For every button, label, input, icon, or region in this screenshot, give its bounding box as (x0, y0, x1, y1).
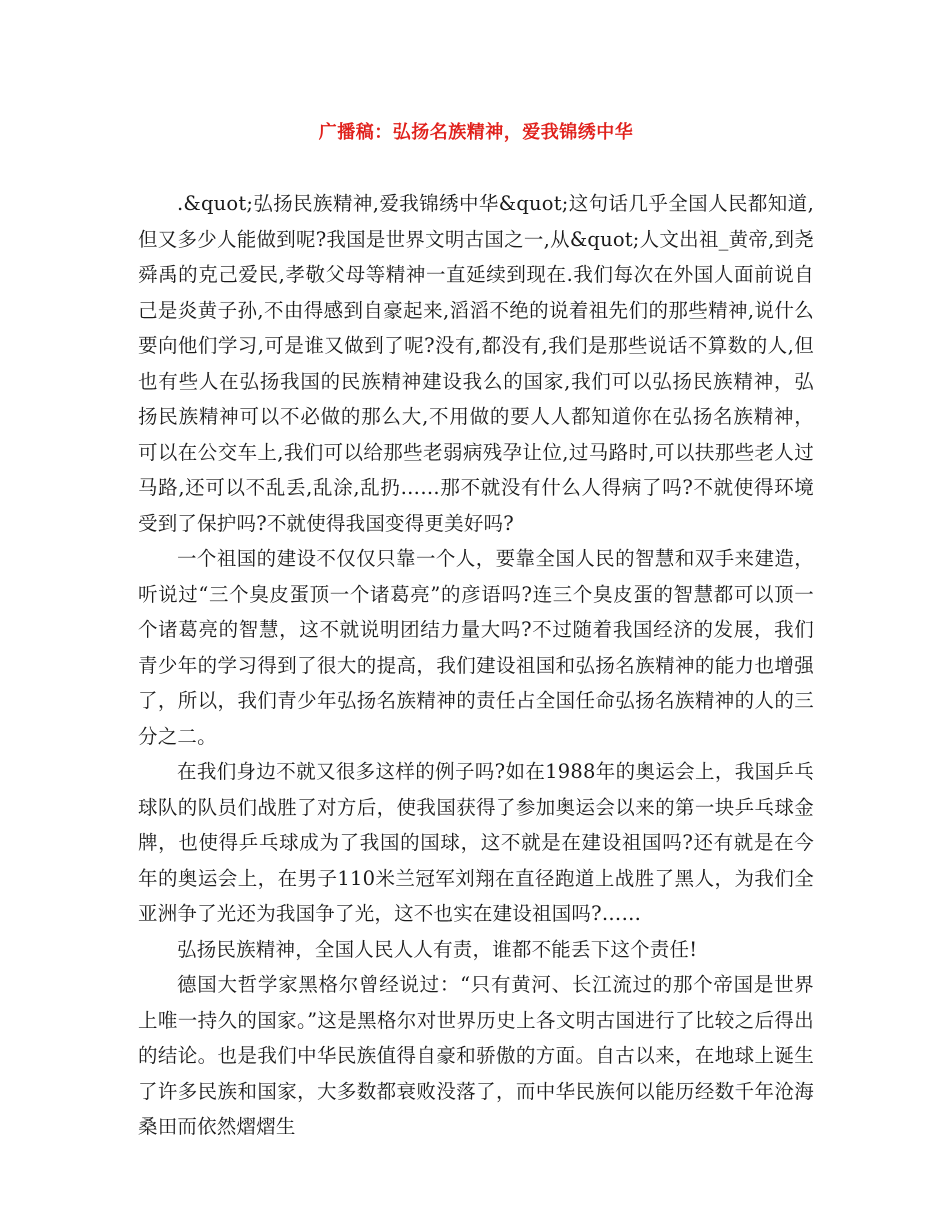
paragraph-3: 在我们身边不就又很多这样的例子吗?如在1988年的奥运会上，我国乒乓球队的队员们战胜了对方后，使我国获得了参加奥运会以来的第一块乒乓球金牌，也使得乒乓球成为了我国的国球，这不就是在建设祖国吗?还有就是在今年的奥运会上，在男子110米兰冠军刘翔在直径跑道上战胜了黑人，为我们全亚洲争了光还为我国争了光，这不也实在建设祖国吗?…… (138, 760, 814, 925)
paragraph-1: .&quot;弘扬民族精神,爱我锦绣中华&quot;这句话几乎全国人民都知道,但又多少人能做到呢?我国是世界文明古国之一,从&quot;人文出祖_黄帝,到尧舜禹的克己爱民,孝敬父母等精神一直延续到现在.我们每次在外国人面前说自己是炎黄子孙,不由得感到自豪起来,滔滔不绝的说着祖先们的那些精神,说什么要向他们学习,可是谁又做到了呢?没有,都没有,我们是那些说话不算数的人,但也有些人在弘扬我国的民族精神建设我么的国家,我们可以弘扬民族精神，弘扬民族精神可以不必做的那么大,不用做的要人人都知道你在弘扬名族精神，可以在公交车上,我们可以给那些老弱病残孕让位,过马路时,可以扶那些老人过马路,还可以不乱丢,乱涂,乱扔……那不就没有什么人得病了吗?不就使得环境受到了保护吗?不就使得我国变得更美好吗? (138, 192, 814, 535)
paragraph-2: 一个祖国的建设不仅仅只靠一个人，要靠全国人民的智慧和双手来建造，听说过“三个臭皮蛋顶一个诸葛亮”的彦语吗?连三个臭皮蛋的智慧都可以顶一个诸葛亮的智慧，这不就说明团结力量大吗?不过随着我国经济的发展，我们青少年的学习得到了很大的提高，我们建设祖国和弘扬名族精神的能力也增强了，所以，我们青少年弘扬名族精神的责任占全国任命弘扬名族精神的人的三分之二。 (138, 547, 814, 748)
document-title: 广播稿：弘扬名族精神，爱我锦绣中华 (318, 122, 634, 143)
paragraph-4: 弘扬民族精神，全国人民人人有责，谁都不能丢下这个责任! (177, 937, 698, 961)
paragraph-5: 德国大哲学家黑格尔曾经说过：“只有黄河、长江流过的那个帝国是世界上唯一持久的国家。”这是黑格尔对世界历史上各文明古国进行了比较之后得出的结论。也是我们中华民族值得自豪和骄傲的方面。自古以来，在地球上诞生了许多民族和国家，大多数都衰败没落了，而中华民族何以能历经数千年沧海桑田而依然熠熠生 (138, 973, 814, 1138)
document-page (138, 118, 814, 1145)
